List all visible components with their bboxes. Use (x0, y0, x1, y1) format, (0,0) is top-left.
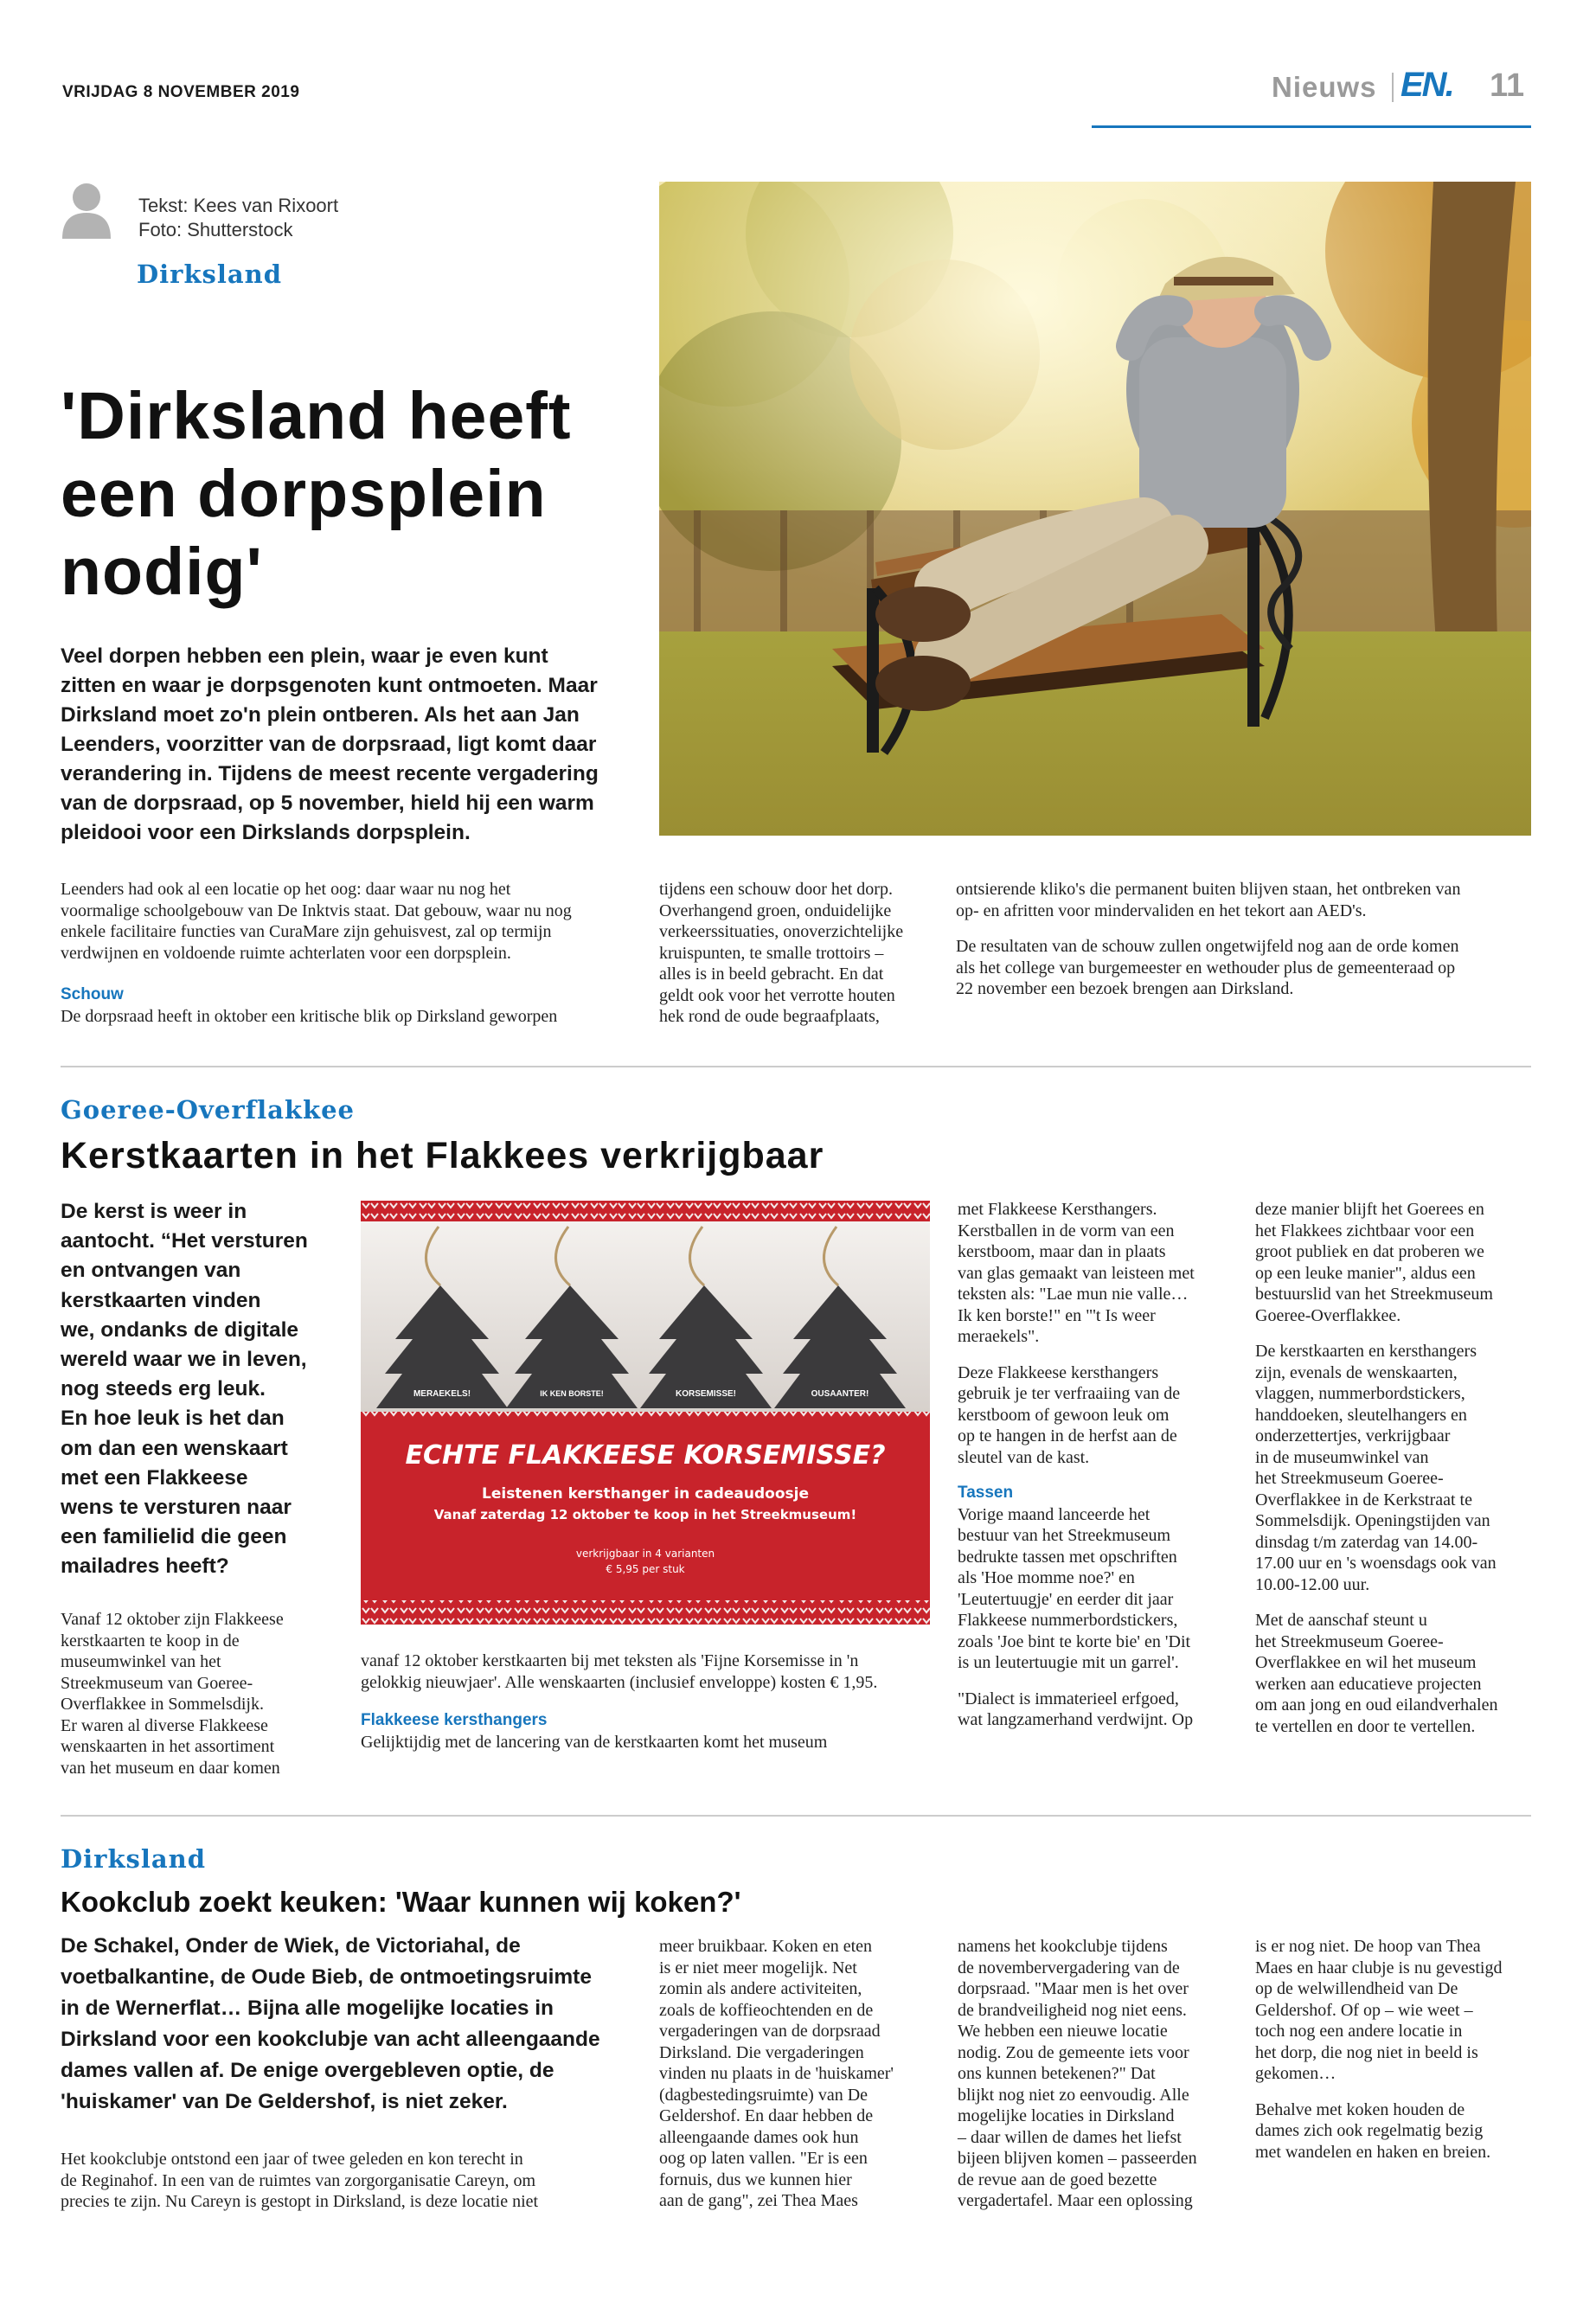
body-line: gekomen… (1255, 2064, 1336, 2083)
body-line: Geldershof. En daar hebben de (659, 2106, 874, 2125)
body-line: 10.00-12.00 uur. (1255, 1574, 1370, 1594)
article1-column-3 (956, 879, 1535, 1000)
body-line: verkeerssituaties, onoverzichtelijke (659, 922, 904, 941)
lead-line: De kerst is weer in (61, 1200, 247, 1223)
card-title: ECHTE FLAKKEESE KORSEMISSE? (405, 1440, 886, 1471)
body-line: ons kunnen betekenen?" Dat (958, 2064, 1156, 2083)
article2-lead (61, 1197, 324, 1582)
body-line: verdwijnen en voldoende ruimte achterlaten voor een dorpsplein. (61, 943, 511, 963)
body-line: is er nog niet. De hoop van Thea (1255, 1937, 1481, 1956)
lead-line: De Schakel, Onder de Wiek, de Victoriahal, de (61, 1934, 521, 1958)
lead-line: Veel dorpen hebben een plein, waar je even kunt (61, 644, 548, 668)
body-line: kerstboom, maar dan in plaats (958, 1242, 1166, 1261)
body-line: Geldershof. Of op – wie weet – (1255, 2000, 1473, 2020)
body-line: bijeen blijven komen – passeerden (958, 2149, 1197, 2168)
body-line: met Flakkeese Kersthangers. (958, 1200, 1157, 1219)
body-line: (dagbestedingsruimte) van De (659, 2085, 869, 2105)
lead-line: wens te versturen naar (61, 1496, 292, 1520)
body-line: met wandelen en haken en breien. (1255, 2142, 1491, 2162)
body-line: ontsierende kliko's die permanent buiten blijven staan, het ontbreken van (956, 880, 1461, 899)
section-label: Nieuws (1272, 71, 1377, 103)
body-line: Leenders had ook al een locatie op het oog: daar waar nu nog het (61, 880, 511, 899)
body-line: sleutel van de kast. (958, 1447, 1090, 1467)
body-line: in de museumwinkel van (1255, 1447, 1429, 1467)
body-line: vanaf 12 oktober kerstkaarten bij met teksten als 'Fijne Korsemisse in 'n (361, 1651, 859, 1670)
lead-line: kerstkaarten vinden (61, 1288, 261, 1312)
body-line: op de welwillendheid van De (1255, 1979, 1458, 1998)
tree-label: IK KEN BORSTE! (540, 1389, 604, 1398)
body-line: Sommelsdijk. Openingstijden van (1255, 1511, 1490, 1530)
headline-line: nodig' (61, 535, 263, 609)
header-separator (1392, 73, 1394, 102)
kerstkaart-advertisement (361, 1201, 930, 1625)
body-line: Het kookclubje ontstond een jaar of twee geleden en kon terecht in (61, 2150, 523, 2169)
card-line-2: Vanaf zaterdag 12 oktober te koop in het Streekmuseum! (433, 1507, 857, 1522)
body-line: hek rond de oude begraafplaats, (659, 1007, 880, 1026)
body-line: deze manier blijft het Goerees en (1255, 1200, 1484, 1219)
body-line: Streekmuseum van Goeree- (61, 1673, 253, 1693)
body-line: 22 november een bezoek brengen aan Dirksland. (956, 979, 1294, 998)
lead-line: nog steeds erg leuk. (61, 1377, 266, 1401)
article3-column-2 (659, 1936, 945, 2212)
body-line: vinden nu plaats in de 'huiskamer' (659, 2064, 894, 2083)
lead-line: een familielid die geen (61, 1525, 287, 1549)
article3-headline: Kookclub zoekt keuken: 'Waar kunnen wij koken?' (61, 1886, 741, 1918)
body-line: kerstkaarten te koop in de (61, 1631, 240, 1650)
body-line: aan de gang", zei Thea Maes (659, 2191, 858, 2210)
body-line: bedrukte tassen met opschriften (958, 1547, 1177, 1567)
headline-line: 'Dirksland heeft (61, 379, 572, 453)
body-line: bestuurslid van het Streekmuseum (1255, 1285, 1493, 1304)
lead-line: Dirksland moet zo'n plein ontberen. Als het aan Jan (61, 703, 580, 727)
body-line: zijn, evenals de wenskaarten, (1255, 1362, 1458, 1382)
body-line: museumwinkel van het (61, 1652, 221, 1671)
body-line: Kerstballen in de vorm van een (958, 1221, 1175, 1240)
article3-column-3 (958, 1936, 1243, 2212)
body-line: het dorp, die nog niet in beeld is (1255, 2042, 1478, 2062)
body-line: op te hangen in de herfst aan de (958, 1426, 1177, 1445)
article3-column-1 (61, 2149, 631, 2213)
body-line: Overhangend groen, onduidelijke (659, 901, 892, 920)
body-line: alles is in beeld gebracht. En dat (659, 965, 884, 984)
body-line: Behalve met koken houden de (1255, 2099, 1465, 2119)
body-line: precies te zijn. Nu Careyn is gestopt in Dirksland, is deze locatie niet (61, 2192, 539, 2211)
headline-line: een dorpsplein (61, 457, 547, 531)
body-line: dorpsraad. "Maar men is het over (958, 1979, 1189, 1998)
card-line-4: € 5,95 per stuk (606, 1563, 685, 1575)
body-line: de novembervergadering van de (958, 1958, 1180, 1977)
body-line: enkele facilitaire functies van CuraMare zijn gehuisvest, zal op termijn (61, 922, 552, 941)
body-line: namens het kookclubje tijdens (958, 1937, 1168, 1956)
tree-label: MERAEKELS! (413, 1389, 471, 1399)
article1-lead (61, 642, 606, 848)
newspaper-logo: EN. (1401, 66, 1453, 104)
body-line: dames zich ook regelmatig bezig (1255, 2121, 1484, 2140)
lead-line: met een Flakkeese (61, 1465, 248, 1490)
body-line: van glas gemaakt van leisteen met (958, 1263, 1195, 1283)
body-line: alleengaande dames ook hun (659, 2127, 859, 2147)
lead-line: dames vallen af. De enige overgebleven optie, de (61, 2059, 554, 2082)
lead-line: 'huiskamer' van De Geldershof, is niet zeker. (61, 2090, 508, 2113)
body-line: als het college van burgemeester en wethouder plus de gemeenteraad op (956, 958, 1456, 977)
body-line: blijkt nog niet zo eenvoudig. Alle (958, 2085, 1189, 2105)
body-line: zoals de koffieochtenden en de (659, 2000, 874, 2020)
body-line: als 'Hoe momme noe?' en (958, 1568, 1135, 1587)
body-line: Overflakkee in Sommelsdijk. (61, 1695, 264, 1714)
subhead-kersthangers: Flakkeese kersthangers (361, 1711, 548, 1729)
body-line: "Dialect is immaterieel erfgoed, (958, 1689, 1179, 1708)
body-line: tijdens een schouw door het dorp. (659, 880, 893, 899)
body-line: om aan jong en oud eilandverhalen (1255, 1695, 1498, 1715)
body-line: 'Leutertuugje' en eerder dit jaar (958, 1589, 1174, 1609)
body-line: meer bruikbaar. Koken en eten (659, 1937, 873, 1956)
body-line: Ik ken borste!" en "'t Is weer (958, 1305, 1156, 1325)
photo-credit: Foto: Shutterstock (138, 219, 293, 240)
lead-line: voetbalkantine, de Oude Bieb, de ontmoetingsruimte (61, 1965, 592, 1989)
section-divider (61, 1815, 1531, 1817)
body-line: vlaggen, nummerbordstickers, (1255, 1384, 1465, 1403)
body-line: de revue aan de goed bezette (958, 2170, 1157, 2189)
article2-kicker: Goeree-Overflakkee (61, 1095, 355, 1125)
header-rule (1092, 125, 1531, 128)
article1-column-2 (659, 879, 945, 1028)
lead-line: verandering in. Tijdens de meest recente vergadering (61, 762, 599, 785)
body-line: Vanaf 12 oktober zijn Flakkeese (61, 1610, 284, 1629)
article3-lead (61, 1931, 614, 2118)
body-line: wat langzamerhand verdwijnt. Op (958, 1710, 1194, 1729)
body-line: van het museum en daar komen (61, 1758, 280, 1778)
body-line: bestuur van het Streekmuseum (958, 1526, 1171, 1545)
body-line: het Streekmuseum Goeree- (1255, 1631, 1444, 1651)
body-line: de Reginahof. In een van de ruimtes van zorgorganisatie Careyn, om (61, 2170, 536, 2190)
lead-line: mailadres heeft? (61, 1554, 229, 1579)
body-line: voormalige schoolgebouw van De Inktvis staat. Dat gebouw, waar nu nog (61, 901, 572, 920)
lead-line: in de Wernerflat… Bijna alle mogelijke locaties in (61, 1997, 554, 2020)
body-line: Flakkeese nummerbordstickers, (958, 1611, 1178, 1630)
body-line: gebruik je ter verfraaiing van de (958, 1384, 1181, 1403)
body-line: Deze Flakkeese kersthangers (958, 1362, 1159, 1382)
body-line: oog op laten vallen. "Er is een (659, 2149, 868, 2168)
body-line: Overflakkee en wil het museum (1255, 1653, 1477, 1672)
body-line: kerstboom of gewoon leuk om (958, 1405, 1170, 1425)
card-line-1: Leistenen kersthanger in cadeaudoosje (482, 1485, 809, 1503)
body-line: groot publiek en dat proberen we (1255, 1242, 1484, 1261)
body-line: De kerstkaarten en kersthangers (1255, 1342, 1477, 1361)
body-line: vergadertafel. Maar een oplossing (958, 2191, 1193, 2210)
man-on-bench-photo (659, 182, 1531, 836)
body-line: meraekels". (958, 1327, 1040, 1346)
article2-column-2 (361, 1650, 940, 1753)
body-line: het Flakkees zichtbaar voor een (1255, 1221, 1475, 1240)
author-credit: Tekst: Kees van Rixoort (138, 195, 339, 216)
article2-column-3 (958, 1199, 1243, 1731)
body-line: is un leutertuugie mit un garrel'. (958, 1653, 1179, 1672)
lead-line: Dirksland voor een kookclubje van acht alleengaande (61, 2028, 600, 2051)
body-line: 17.00 uur en 's woensdags ook van (1255, 1554, 1497, 1573)
tree-label: OUSAANTER! (811, 1389, 869, 1399)
body-line: De resultaten van de schouw zullen ongetwijfeld nog aan de orde komen (956, 937, 1459, 956)
body-line: te vertellen en door te vertellen. (1255, 1716, 1476, 1736)
section-divider (61, 1066, 1531, 1067)
lead-line: van de dorpsraad, op 5 november, hield hij een warm (61, 792, 594, 815)
body-line: Vorige maand lanceerde het (958, 1504, 1151, 1524)
body-line: werken aan educatieve projecten (1255, 1674, 1482, 1694)
lead-line: en ontvangen van (61, 1259, 241, 1283)
article-credits (138, 194, 338, 242)
body-line: teksten als: "Lae mun nie valle… (958, 1285, 1189, 1304)
body-line: Overflakkee in de Kerkstraat te (1255, 1490, 1472, 1509)
body-line: Maes en haar clubje is nu gevestigd (1255, 1958, 1503, 1977)
issue-date: VRIJDAG 8 NOVEMBER 2019 (62, 83, 300, 101)
subhead-schouw: Schouw (61, 985, 124, 1003)
lead-line: wereld waar we in leven, (61, 1348, 307, 1372)
tree-label: KORSEMISSE! (675, 1389, 737, 1399)
body-line: Gelijktijdig met de lancering van de kerstkaarten komt het museum (361, 1732, 828, 1752)
lead-line: Leenders, voorzitter van de dorpsraad, ligt komt daar (61, 733, 597, 756)
body-line: zoals 'Joe bint te korte bie' en 'Dit (958, 1631, 1191, 1651)
body-line: Dirksland. Die vergaderingen (659, 2042, 864, 2062)
body-line: vergaderingen van de dorpsraad (659, 2022, 881, 2041)
article1-headline (61, 377, 614, 611)
page-number: 11 (1490, 67, 1525, 104)
body-line: gelokkig nieuwjaer'. Alle wenskaarten (inclusief enveloppe) kosten € 1,95. (361, 1672, 878, 1692)
article1-kicker: Dirksland (137, 260, 283, 289)
body-line: kruispunten, te smalle trottoirs – (659, 943, 884, 963)
body-line: Er waren al diverse Flakkeese (61, 1715, 268, 1735)
lead-line: aantocht. “Het versturen (61, 1229, 308, 1253)
article2-column-1 (61, 1609, 337, 1779)
lead-line: zitten en waar je dorpsgenoten kunt ontmoeten. Maar (61, 674, 598, 697)
body-line: Met de aanschaf steunt u (1255, 1611, 1427, 1630)
author-avatar-icon (61, 182, 112, 239)
body-line: zomin als andere activiteiten, (659, 1979, 862, 1998)
body-line: onderzettertjes, verkrijgbaar (1255, 1426, 1451, 1445)
lead-line: En hoe leuk is het dan (61, 1407, 285, 1431)
body-line: – daar willen de dames het liefst (958, 2127, 1182, 2147)
body-line: op een leuke manier", aldus een (1255, 1263, 1476, 1283)
body-line: We hebben een nieuwe locatie (958, 2022, 1168, 2041)
body-line: het Streekmuseum Goeree- (1255, 1469, 1444, 1488)
card-line-3: verkrijgbaar in 4 varianten (575, 1548, 715, 1560)
body-line: De dorpsraad heeft in oktober een kritische blik op Dirksland geworpen (61, 1006, 558, 1026)
body-line: handdoeken, sleutelhangers en (1255, 1405, 1467, 1425)
body-line: nodig. Zou de gemeente iets voor (958, 2042, 1189, 2062)
body-line: geldt ook voor het verrotte houten (659, 985, 895, 1005)
subhead-tassen: Tassen (958, 1484, 1014, 1502)
body-line: op- en afritten voor mindervaliden en het tekort aan AED's. (956, 901, 1367, 920)
lead-line: pleidooi voor een Dirkslands dorpsplein. (61, 821, 471, 844)
body-line: de brandveiligheid nog niet eens. (958, 2000, 1187, 2020)
body-line: fornuis, dus we kunnen hier (659, 2170, 852, 2189)
article2-column-4 (1255, 1199, 1541, 1737)
body-line: toch nog een andere locatie in (1255, 2022, 1463, 2041)
lead-line: om dan een wenskaart (61, 1436, 288, 1460)
article1-column-1 (61, 879, 631, 1027)
article2-headline: Kerstkaarten in het Flakkees verkrijgbaar (61, 1135, 824, 1176)
article3-kicker: Dirksland (61, 1844, 207, 1874)
body-line: Goeree-Overflakkee. (1255, 1305, 1401, 1325)
lead-line: we, ondanks de digitale (61, 1317, 299, 1342)
body-line: is er niet meer mogelijk. Net (659, 1958, 857, 1977)
body-line: mogelijke locaties in Dirksland (958, 2106, 1175, 2125)
body-line: wenskaarten in het assortiment (61, 1737, 275, 1756)
article3-column-4 (1255, 1936, 1541, 2163)
body-line: dinsdag t/m zaterdag van 14.00- (1255, 1532, 1478, 1552)
